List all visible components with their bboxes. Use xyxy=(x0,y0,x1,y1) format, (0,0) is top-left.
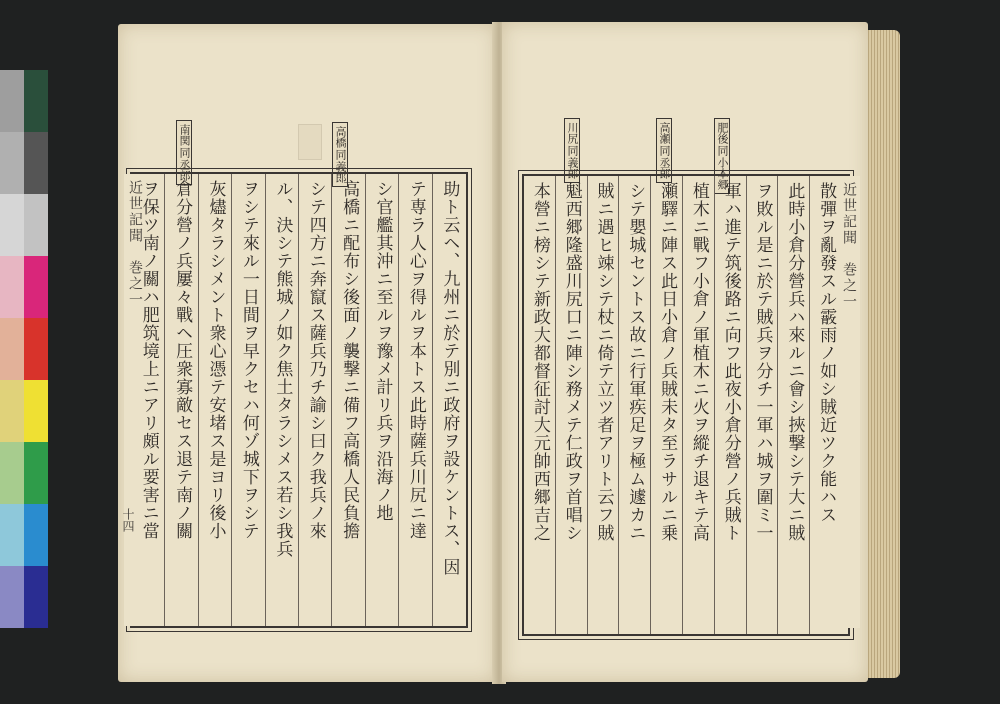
text-column: 倉分營ノ兵屢々戰ヘ圧衆寡敵セス退テ南ノ關 xyxy=(172,180,193,540)
text-column: 灰燼タラシメント衆心憑テ安堵ス是ヨリ後小 xyxy=(205,180,226,540)
stamp-name: 義郎 xyxy=(566,157,579,179)
text-column: テ専ラ人心ヲ得ルヲ本トス此時薩兵川尻ニ達 xyxy=(405,180,426,540)
color-swatch xyxy=(24,70,48,132)
stamp-sub: 同 xyxy=(716,145,729,156)
color-swatch xyxy=(0,256,24,318)
column-rule xyxy=(231,174,232,626)
color-swatch xyxy=(24,256,48,318)
left-margin-title: 近世記聞 巻之一 xyxy=(124,174,146,626)
stamp-name: 小本郷 xyxy=(716,157,729,190)
stamp-label: 川尻 xyxy=(566,122,579,144)
color-swatch xyxy=(24,442,48,504)
column-rule xyxy=(777,176,778,634)
column-rule xyxy=(650,176,651,634)
right-text-frame xyxy=(522,174,857,636)
left-folio-number: 十四 xyxy=(121,508,135,532)
text-column: シ官艦其沖ニ至ルヲ豫メ計リ兵ヲ沿海ノ地 xyxy=(372,180,393,522)
color-swatch xyxy=(0,566,24,628)
color-swatch xyxy=(24,380,48,442)
color-swatch xyxy=(0,318,24,380)
text-column: ヲ敗ル是ニ於テ賊兵ヲ分チ一軍ハ城ヲ圍ミ一 xyxy=(752,182,773,542)
stamp-sub: 同 xyxy=(334,149,347,160)
stamp-name: 義郎 xyxy=(334,161,347,183)
text-column: ヲ保ツ南ノ關ハ肥筑境上ニアリ頗ル要害ニ當 xyxy=(138,180,159,540)
text-column: シテ嬰城セントス故ニ行軍疾足ヲ極ム遽カニ xyxy=(625,182,646,542)
text-column: 助ト云ヘ、九州ニ於テ別ニ政府ヲ設ケントス、因 xyxy=(439,180,460,576)
color-swatch xyxy=(24,318,48,380)
color-swatch xyxy=(0,194,24,256)
text-column: 植木ニ戰フ小倉ノ軍植木ニ火ヲ縱チ退キテ高 xyxy=(688,182,709,542)
color-swatch xyxy=(0,380,24,442)
stamp-name: 丞郎 xyxy=(178,159,191,181)
column-rule xyxy=(164,174,165,626)
text-column: 散彈ヲ亂發スル霰雨ノ如シ賊近ツク能ハス xyxy=(816,182,837,524)
color-swatch xyxy=(0,70,24,132)
column-rule xyxy=(618,176,619,634)
faded-stamp xyxy=(298,124,322,160)
column-rule xyxy=(298,174,299,626)
column-rule xyxy=(809,176,810,634)
column-rule xyxy=(432,174,433,626)
text-column: 本營ニ榜シテ新政大都督征討大元帥西郷吉之 xyxy=(529,182,550,542)
text-column: ヲシテ來ル一日間ヲ早クセハ何ゾ城下ヲシテ xyxy=(238,180,259,540)
text-column: 高橋ニ配布シ後面ノ襲撃ニ備フ高橋人民負擔 xyxy=(339,180,360,540)
stamp-sub: 同 xyxy=(178,147,191,158)
stamp-label: 南関 xyxy=(178,124,191,146)
text-column: シテ四方ニ奔竄ス薩兵乃チ諭シ曰ク我兵ノ來 xyxy=(305,180,326,540)
color-swatch xyxy=(0,442,24,504)
stamp-label: 高橋 xyxy=(334,126,347,148)
color-swatch xyxy=(24,504,48,566)
column-rule xyxy=(682,176,683,634)
open-book xyxy=(118,22,908,684)
column-rule xyxy=(365,174,366,626)
column-rule xyxy=(398,174,399,626)
column-rule xyxy=(265,174,266,626)
page-edges xyxy=(866,30,900,678)
color-swatch xyxy=(24,132,48,194)
text-column: 魁西郷隆盛川尻口ニ陣シ務メテ仁政ヲ首唱シ xyxy=(561,182,582,542)
color-swatch xyxy=(24,566,48,628)
left-page xyxy=(118,24,496,682)
color-calibration-card xyxy=(0,70,50,630)
column-rule xyxy=(198,174,199,626)
text-column: 軍ハ進テ筑後路ニ向フ此夜小倉分營ノ兵賊ト xyxy=(720,182,741,542)
color-swatch xyxy=(0,132,24,194)
column-rule xyxy=(331,174,332,626)
stamp-sub: 同 xyxy=(566,145,579,156)
color-swatch xyxy=(0,504,24,566)
right-margin-title: 近世記聞 巻之一 xyxy=(838,176,860,628)
text-column: ル、決シテ熊城ノ如ク焦土タラシメス若シ我兵 xyxy=(272,180,293,558)
stamp-label: 高瀬 xyxy=(658,122,671,144)
stamp-sub: 同 xyxy=(658,145,671,156)
column-rule xyxy=(555,176,556,634)
color-swatch xyxy=(24,194,48,256)
text-column: 瀬驛ニ陣ス此日小倉ノ兵賊未タ至ラサルニ乗 xyxy=(657,182,678,542)
column-rule xyxy=(587,176,588,634)
column-rule xyxy=(714,176,715,634)
stamp-label: 肥後 xyxy=(716,122,729,144)
text-column: 賊ニ遇ヒ竦シテ杖ニ倚テ立ツ者アリト云フ賊 xyxy=(593,182,614,542)
column-rule xyxy=(746,176,747,634)
stamp-name: 丞郎 xyxy=(658,157,671,179)
text-column: 此時小倉分營兵ハ來ルニ會シ挾撃シテ大ニ賊 xyxy=(784,182,805,542)
